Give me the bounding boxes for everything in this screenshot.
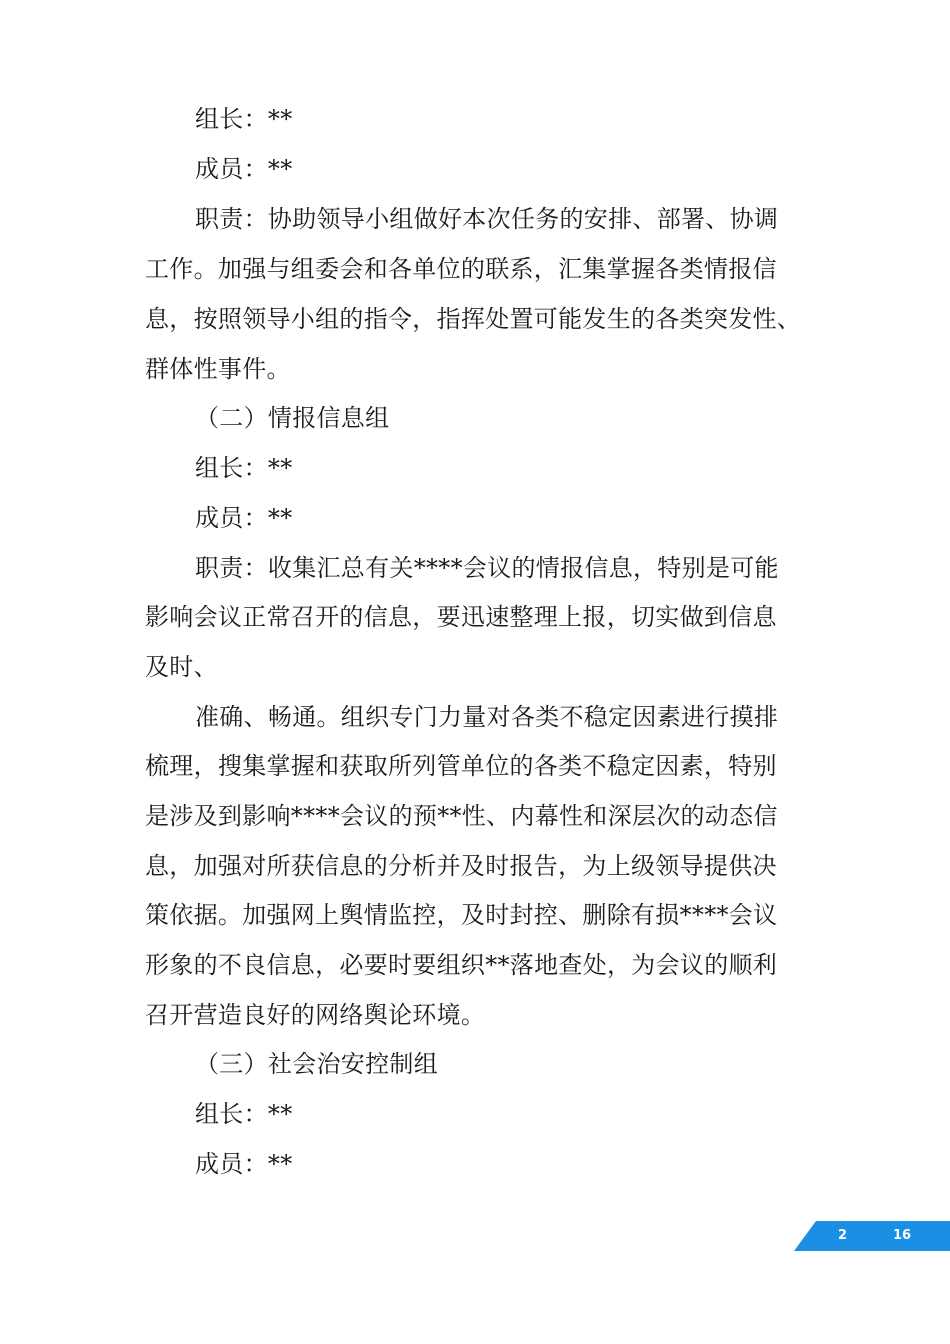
member-line: 成员：** xyxy=(195,155,293,183)
leader-line: 组长：** xyxy=(195,105,293,133)
duty-paragraph-line: 影响会议正常召开的信息，要迅速整理上报，切实做到信息 xyxy=(145,603,777,631)
duty-paragraph-line: 准确、畅通。组织专门力量对各类不稳定因素进行摸排 xyxy=(195,703,779,731)
duty-paragraph-line: 是涉及到影响****会议的预**性、内幕性和深层次的动态信 xyxy=(145,802,778,830)
duty-paragraph-line: 梳理，搜集掌握和获取所列管单位的各类不稳定因素，特别 xyxy=(145,752,777,780)
section-heading: （二）情报信息组 xyxy=(195,404,390,432)
duty-paragraph-line: 策依据。加强网上舆情监控，及时封控、删除有损****会议 xyxy=(145,901,778,929)
duty-paragraph-line: 形象的不良信息，必要时要组织**落地查处，为会议的顺利 xyxy=(145,951,778,979)
page-footer-bar xyxy=(794,1221,950,1251)
duty-paragraph-line: 及时、 xyxy=(145,653,218,681)
member-line: 成员：** xyxy=(195,504,293,532)
duty-paragraph-line: 工作。加强与组委会和各单位的联系，汇集掌握各类情报信 xyxy=(145,255,777,283)
current-page-number: 2 xyxy=(838,1228,848,1243)
leader-line: 组长：** xyxy=(195,1100,293,1128)
duty-paragraph-line: 职责：协助领导小组做好本次任务的安排、部署、协调 xyxy=(195,205,779,233)
duty-paragraph-line: 召开营造良好的网络舆论环境。 xyxy=(145,1001,486,1029)
duty-paragraph-line: 职责：收集汇总有关****会议的情报信息，特别是可能 xyxy=(195,554,779,582)
leader-line: 组长：** xyxy=(195,454,293,482)
section-heading: （三）社会治安控制组 xyxy=(195,1050,438,1078)
footer-ribbon-shape xyxy=(794,1221,950,1251)
member-line: 成员：** xyxy=(195,1150,293,1178)
total-page-count: 16 xyxy=(893,1228,912,1243)
duty-paragraph-line: 息，加强对所获信息的分析并及时报告，为上级领导提供决 xyxy=(145,852,777,880)
duty-paragraph-line: 群体性事件。 xyxy=(145,355,291,383)
duty-paragraph-line: 息，按照领导小组的指令，指挥处置可能发生的各类突发性、 xyxy=(145,305,802,333)
